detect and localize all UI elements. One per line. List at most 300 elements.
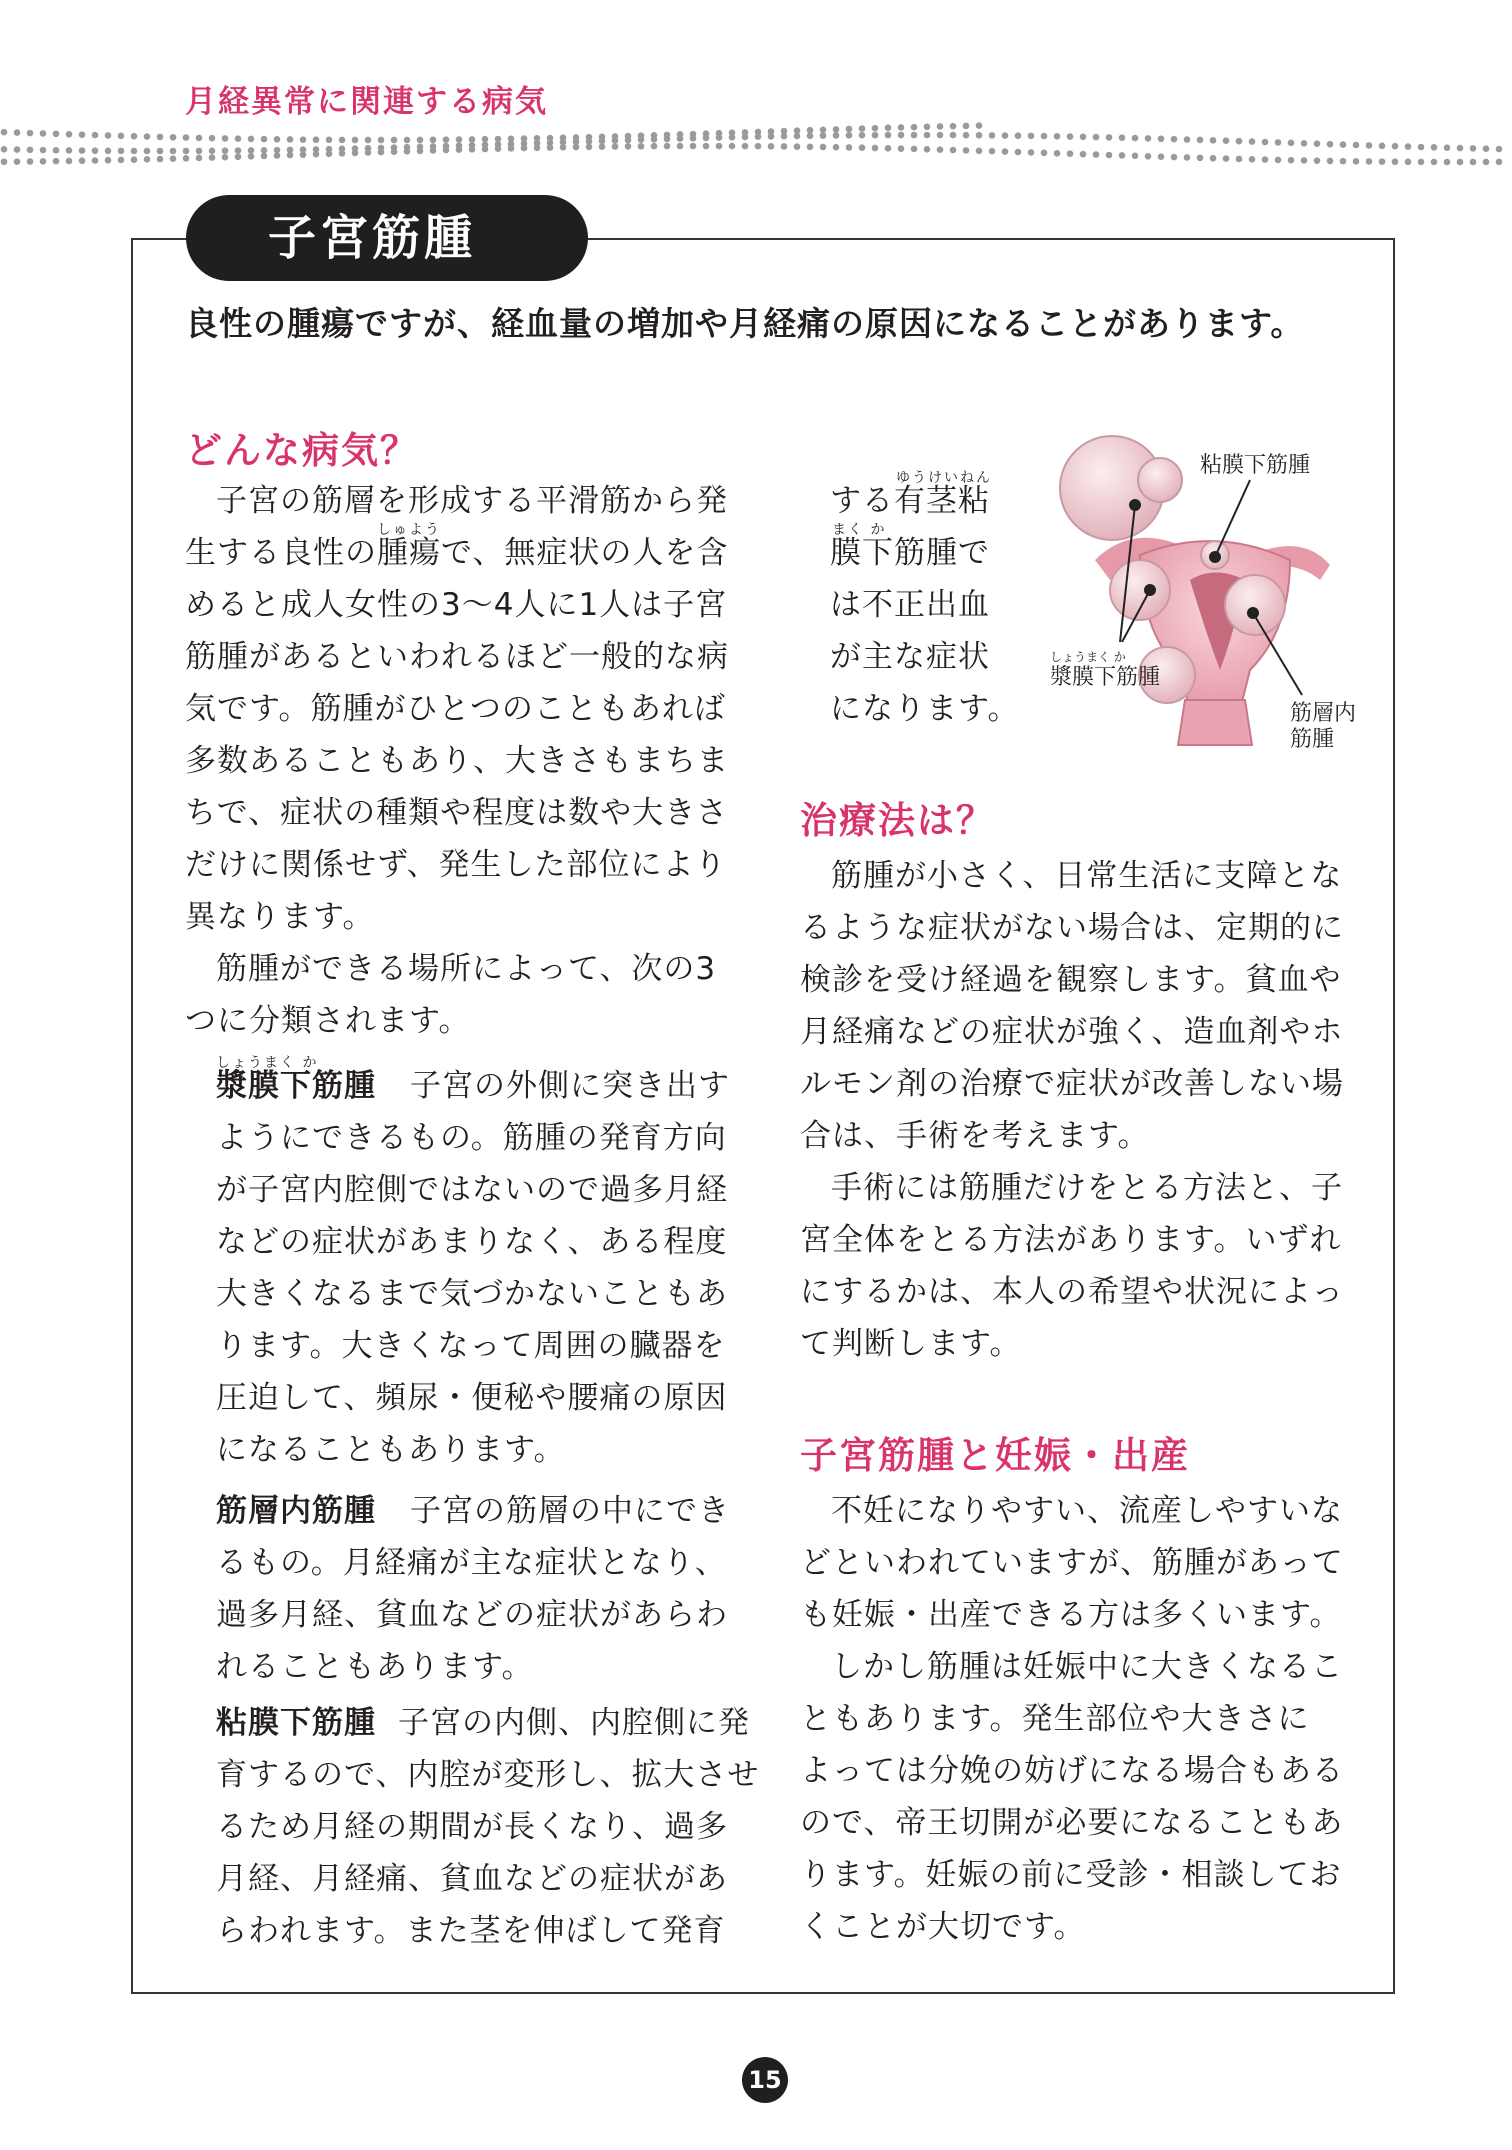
dot [365,149,372,156]
text-line-text: 子宮の内側、内腔側に発 [398,1705,750,1741]
dot [1262,156,1269,163]
dot [118,148,125,155]
dot [573,144,580,151]
text-line: 異なります。 [185,899,375,935]
text-line: ようにできるもの。筋腫の発育方向 [216,1120,727,1156]
dot [1,158,8,165]
dot [898,145,905,152]
dot [755,133,762,140]
dot [391,148,398,155]
dot [170,148,177,155]
text-line: 月経、月経痛、貧血などの症状があ [216,1861,728,1897]
dot [261,136,268,143]
text-line: は不正出血 [830,587,990,623]
dot [1067,133,1074,140]
dot [1366,158,1373,165]
dot [820,127,827,134]
dot [92,157,99,164]
dot [157,148,164,155]
page-title: 子宮筋腫 [186,195,588,281]
page-subtitle: 良性の腫瘍ですが、経血量の増加や月経痛の原因になることがあります。 [185,304,1305,343]
section-heading-treatment: 治療法は？ [800,799,995,842]
dot [1327,158,1334,165]
dot [1223,137,1230,144]
dot [404,137,411,144]
dot [625,137,632,144]
type-subserosal [216,1055,730,1476]
dot [1301,157,1308,164]
dot [768,143,775,150]
dot [885,145,892,152]
dot [742,134,749,141]
dot [495,145,502,152]
dot [638,143,645,150]
text-line: るような症状がない場合は、定期的に [800,910,1344,946]
dot [1145,135,1152,142]
dot [196,155,203,162]
dot [508,145,515,152]
dot [950,147,957,154]
dot [703,143,710,150]
dot [1002,148,1009,155]
dot [1288,140,1295,147]
text-line: 筋腫ができる場所によって、次の3 [216,951,717,987]
dot [677,135,684,142]
dot [1210,155,1217,162]
dot [820,144,827,151]
dot [79,157,86,164]
dot [1106,134,1113,141]
dot [963,132,970,139]
dot [1418,159,1425,166]
dot [1444,159,1451,166]
text-line: て判断します。 [800,1326,1022,1362]
dot [664,143,671,150]
text-line: ともあります。発生部位や大きさに [800,1701,1310,1737]
dot [222,147,229,154]
dot [66,131,73,138]
text-line: になることもあります。 [216,1432,566,1468]
dot [1496,159,1503,166]
dot [274,136,281,143]
dot [1392,143,1399,150]
dot [430,147,437,154]
dot [144,148,151,155]
dot [1132,135,1139,142]
dot [612,137,619,144]
dot [378,137,385,144]
dot [1210,137,1217,144]
dot [378,149,385,156]
dot [1431,159,1438,166]
text-line: 不妊になりやすい、流産しやすいな [831,1493,1343,1529]
dot [677,143,684,150]
text-line: ります。妊娠の前に受診・相談してお [800,1857,1342,1893]
dot [144,156,151,163]
dot [27,158,34,165]
dot [313,151,320,158]
dot [339,137,346,144]
dot [1418,144,1425,151]
dot [40,158,47,165]
dot [820,132,827,139]
dot [248,136,255,143]
dot [781,133,788,140]
dot [625,143,632,150]
dot [300,136,307,143]
dot [924,146,931,153]
dot [612,143,619,150]
dot [833,144,840,151]
dot [716,134,723,141]
text-line: 圧迫して、頻尿・便秘や腰痛の原因 [216,1380,728,1416]
dot [833,132,840,139]
dot [157,156,164,163]
section-treatment-body [800,850,1344,1370]
dot [807,144,814,151]
dot [1444,144,1451,151]
dot [1028,149,1035,156]
dot [885,132,892,139]
dot [261,153,268,160]
text-line: らわれます。また茎を伸ばして発育 [216,1913,726,1949]
dot [937,123,944,130]
dot [196,148,203,155]
dot [1171,136,1178,143]
dot [1,129,8,136]
dot [443,147,450,154]
dot [1314,140,1321,147]
dot [1184,136,1191,143]
dot [14,158,21,165]
text-line: 筋腫が小さく、日常生活に支障とな [831,858,1343,894]
dot [40,147,47,154]
text-line: 多数あることもあり、大きさもまちま [185,743,729,779]
text-line: 筋腫があるといわれるほど一般的な病 [185,639,729,675]
dot [1496,146,1503,153]
dot [742,143,749,150]
dot [690,143,697,150]
dot [170,155,177,162]
dot [859,132,866,139]
dot [1379,158,1386,165]
dot [846,144,853,151]
text-line: ります。大きくなって周囲の臓器を [216,1328,726,1364]
dot [1,146,8,153]
text-line: めると成人女性の3〜4人に1人は子宮 [185,587,728,623]
dot [365,137,372,144]
dot [235,135,242,142]
dot [209,154,216,161]
text-line: も妊娠・出産できる方は多くいます。 [800,1597,1342,1633]
dot [911,124,918,131]
section-what-body [185,475,729,1047]
label-subserosal: 漿膜下筋腫 [1050,665,1161,690]
dot [1275,157,1282,164]
dot [27,147,34,154]
text-line: ちで、症状の種類や程度は数や大きさ [185,795,729,831]
dot [794,143,801,150]
dot [729,134,736,141]
dot [430,136,437,143]
section-pregnancy-body [800,1485,1344,1953]
text-line-text: 生する良性の腫瘍で、無症状の人を含 [185,535,729,571]
dot [976,122,983,129]
dot [638,136,645,143]
term-intramural: 筋層内筋腫 [216,1493,376,1529]
dot [183,155,190,162]
dot [768,133,775,140]
dot [664,136,671,143]
dot [1028,133,1035,140]
dot [443,136,450,143]
dot [1223,155,1230,162]
dot [937,146,944,153]
text-line: 大きくなるまで気づかないこともあ [216,1276,728,1312]
dot [469,146,476,153]
dot [313,136,320,143]
dot [1093,151,1100,158]
dot [872,145,879,152]
dot [1483,159,1490,166]
dot [1236,138,1243,145]
dot [417,137,424,144]
dot [326,137,333,144]
dot [1262,139,1269,146]
dot [469,136,476,143]
dot [66,147,73,154]
dot [391,137,398,144]
dot [274,152,281,159]
dot [976,132,983,139]
ruby: まく か [832,522,887,538]
dot [352,137,359,144]
text-line: だけに関係せず、発生した部位により [185,847,727,883]
dot [79,131,86,138]
dot [1353,142,1360,149]
dot [1457,145,1464,152]
dot [1392,158,1399,165]
category-header: 月経異常に関連する病気 [185,84,548,120]
dot [53,158,60,165]
dot [950,123,957,130]
text-line: ルモン剤の治療で症状が改善しない場 [800,1066,1344,1102]
dot [1366,142,1373,149]
dot [105,157,112,164]
dot [989,148,996,155]
dot [534,144,541,151]
dot [1288,157,1295,164]
label-intramural-1: 筋層内 [1290,701,1357,726]
dot [248,153,255,160]
uterus-fibroid-illustration [1040,430,1385,750]
dot [1236,156,1243,163]
dot [235,147,242,154]
dot [66,158,73,165]
dot [846,132,853,139]
label-submucosal: 粘膜下筋腫 [1200,453,1311,478]
label-intramural-2: 筋腫 [1290,727,1335,752]
dot [1431,144,1438,151]
text-line: よっては分娩の妨げになる場合もある [800,1753,1344,1789]
label-subserosal-ruby: しょうまく か [1050,650,1126,664]
dot [222,154,229,161]
text-line: くことが大切です。 [800,1909,1086,1945]
dot [131,156,138,163]
dot [1054,150,1061,157]
text-line: になります。 [830,691,1020,727]
dot [872,125,879,132]
page-number: 15 [742,2057,788,2103]
dot [170,134,177,141]
dot [1340,158,1347,165]
dot [287,136,294,143]
text-line: るため月経の期間が長くなり、過多 [216,1809,728,1845]
type-submucosal [216,1697,759,1957]
dot [1158,153,1165,160]
dot [1054,133,1061,140]
dot [1093,134,1100,141]
col2-continuation [830,470,1020,735]
dot [92,147,99,154]
dot [209,135,216,142]
text-line: が子宮内腔側ではないので過多月経 [216,1172,728,1208]
dot [222,135,229,142]
dot [1379,143,1386,150]
dot [1002,132,1009,139]
text-line: などの症状があまりなく、ある程度 [216,1224,728,1260]
dot [794,133,801,140]
dot [716,143,723,150]
dot [1249,138,1256,145]
dot [417,148,424,155]
dot [911,132,918,139]
dot [105,132,112,139]
dot [846,126,853,133]
dot [963,123,970,130]
dot [1171,154,1178,161]
dot [651,143,658,150]
dot [14,129,21,136]
text-line: にするかは、本人の希望や状況によっ [800,1274,1344,1310]
text-line: 過多月経、貧血などの症状があらわ [216,1597,728,1633]
text-line [185,522,729,579]
dot [1132,153,1139,160]
text-line-text: する有茎粘 [830,483,990,519]
dot [521,145,528,152]
decorative-dot-wave [0,120,1512,170]
text-line: 月経痛などの症状が強く、造血剤やホ [800,1014,1344,1050]
dot [911,146,918,153]
text-line-text: 子宮の筋層の中にでき [410,1493,730,1529]
dot [118,157,125,164]
dot [1457,159,1464,166]
text-line: 気です。筋腫がひとつのこともあれば [185,691,726,727]
dot [1197,155,1204,162]
dot [755,143,762,150]
dot [183,134,190,141]
dot [950,132,957,139]
text-line: つに分類されます。 [185,1003,471,1039]
dot [79,147,86,154]
text-line: 子宮の筋層を形成する平滑筋から発 [216,483,728,519]
dot [352,150,359,157]
type-intramural [216,1485,730,1693]
text-line: 宮全体をとる方法があります。いずれ [800,1222,1342,1258]
dot [53,147,60,154]
dot [898,132,905,139]
term-subserosal: 漿膜下筋腫 [216,1068,376,1104]
text-line: 検診を受け経過を観察します。貧血や [800,962,1342,998]
dot [105,148,112,155]
dot [40,130,47,137]
ruby: ゆうけいねん [896,470,992,486]
dot [1106,152,1113,159]
dot [1041,133,1048,140]
dot [1275,139,1282,146]
dot [586,144,593,151]
dot [144,133,151,140]
dot [14,146,21,153]
text-line: ので、帝王切開が必要になることもあ [800,1805,1344,1841]
ruby: しゅよう [377,522,441,538]
dot [1405,159,1412,166]
dot [196,135,203,142]
dot [1301,140,1308,147]
dot [183,148,190,155]
dot [547,144,554,151]
dot [287,152,294,159]
dot [118,133,125,140]
dot [92,132,99,139]
dot [235,153,242,160]
dot [53,131,60,138]
dot [1184,154,1191,161]
dot [1119,152,1126,159]
dot [872,132,879,139]
dot [1470,159,1477,166]
dot [1249,156,1256,163]
dot [1158,135,1165,142]
text-line: 育するので、内腔が変形し、拡大させ [216,1757,760,1793]
dot [963,147,970,154]
dot [1314,157,1321,164]
dot [976,147,983,154]
dot [339,150,346,157]
dot [1080,151,1087,158]
dot [599,138,606,145]
dot [456,136,463,143]
dot [1470,145,1477,152]
text-line [216,1055,730,1112]
dot [248,147,255,154]
text-line [830,470,1020,527]
text-line: るもの。月経痛が主な症状となり、 [216,1545,727,1581]
dot [1145,153,1152,160]
dot [456,146,463,153]
ruby: しょうまく か [216,1055,319,1071]
term-submucosal: 粘膜下筋腫 [216,1705,376,1741]
text-line: しかし筋腫は妊娠中に大きくなるこ [831,1649,1343,1685]
dot [651,136,658,143]
dot [1067,150,1074,157]
dot [560,144,567,151]
dot [898,124,905,131]
text-line-text: 子宮の外側に突き出す [410,1068,730,1104]
text-line-text: 膜下筋腫で [830,535,990,571]
dot [703,135,710,142]
dot [300,151,307,158]
